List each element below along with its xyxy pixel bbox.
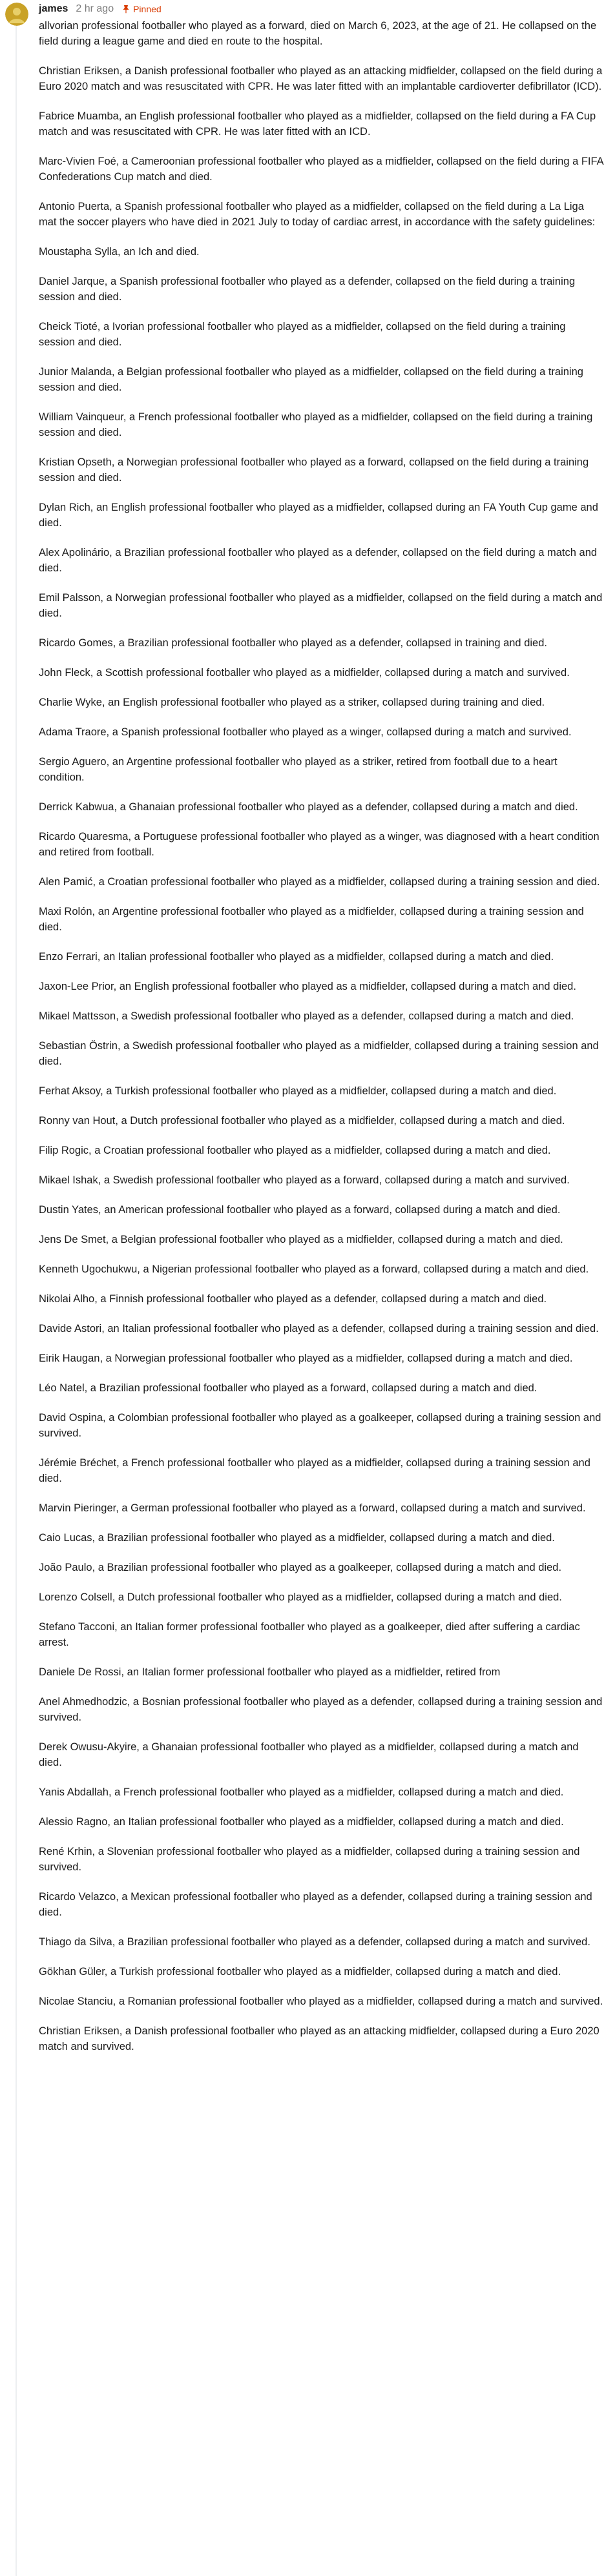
comment-paragraph: Jens De Smet, a Belgian professional footballer who played as a midfielder, collapsed during a match and died. xyxy=(39,1234,563,1245)
comment-paragraph: Maxi Rolón, an Argentine professional footballer who played as a midfielder, collapsed during a training session and died. xyxy=(39,906,584,933)
comment-paragraph: Derek Owusu-Akyire, a Ghanaian professional footballer who played as a midfielder, collapsed during a match and died. xyxy=(39,1741,579,1768)
comment-paragraph: Kristian Opseth, a Norwegian professional footballer who played as a forward, collapsed on the field during a training session and died. xyxy=(39,456,589,484)
comment-paragraph: Sebastian Östrin, a Swedish professional footballer who played as a midfielder, collapsed during a training session and died. xyxy=(39,1040,599,1067)
comment-paragraph: Marc-Vivien Foé, a Cameroonian professional footballer who played as a midfielder, collapsed on the field during a FIFA Confederations Cup match and died. xyxy=(39,156,603,183)
comment-paragraph: Junior Malanda, a Belgian professional footballer who played as a midfielder, collapsed on the field during a training session and died. xyxy=(39,366,583,393)
pinned-badge xyxy=(121,4,162,14)
comment-paragraph: Derrick Kabwua, a Ghanaian professional footballer who played as a defender, collapsed during a match and died. xyxy=(39,801,578,813)
comment-paragraph: Alex Apolinário, a Brazilian professional footballer who played as a defender, collapsed on the field during a match and died. xyxy=(39,547,598,574)
comment-paragraph: Alen Pamić, a Croatian professional footballer who played as a midfielder, collapsed during a training session and died. xyxy=(39,876,600,888)
comment-paragraph: Caio Lucas, a Brazilian professional footballer who played as a midfielder, collapsed during a match and died. xyxy=(39,1532,555,1544)
avatar-icon xyxy=(5,3,28,26)
comment-paragraph: Ronny van Hout, a Dutch professional footballer who played as a midfielder, collapsed during a match and died. xyxy=(39,1115,565,1127)
pin-icon xyxy=(121,5,130,14)
comment-paragraph: Enzo Ferrari, an Italian professional footballer who played as a midfielder, collapsed during a match and died. xyxy=(39,951,554,963)
pinned-label: Pinned xyxy=(133,4,162,14)
comment-paragraph: Cheick Tioté, a Ivorian professional footballer who played as a midfielder, collapsed on the field during a training session and died. xyxy=(39,321,566,348)
comment-paragraph: Nicolae Stanciu, a Romanian professional footballer who played as a midfielder, collapsed during a match and survived. xyxy=(39,1996,603,2007)
comment-paragraph: Jaxon-Lee Prior, an English professional footballer who played as a midfielder, collapsed during a match and died. xyxy=(39,981,576,992)
comment-paragraph: Sergio Aguero, an Argentine professional footballer who played as a striker, retired from football due to a heart condition. xyxy=(39,756,558,783)
comment-paragraph: Alessio Ragno, an Italian professional footballer who played as a midfielder, collapsed during a match and died. xyxy=(39,1816,564,1828)
comment-paragraph: Anel Ahmedhodzic, a Bosnian professional footballer who played as a defender, collapsed during a training session and survived. xyxy=(39,1696,603,1723)
comment-paragraph: Christian Eriksen, a Danish professional footballer who played as an attacking midfielder, collapsed on the field during a Euro 2020 match and was resuscitated with CPR. He was later fitted with an implantable cardioverter defibrillator (ICD). xyxy=(39,65,603,92)
comment-paragraph: Léo Natel, a Brazilian professional footballer who played as a forward, collapsed during a match and died. xyxy=(39,1382,537,1394)
thread-line[interactable] xyxy=(16,23,17,2576)
comment-paragraph: Jérémie Bréchet, a French professional footballer who played as a midfielder, collapsed during a training session and died. xyxy=(39,1457,590,1484)
comment-paragraph: Dustin Yates, an American professional footballer who played as a forward, collapsed during a match and died. xyxy=(39,1204,561,1216)
comment-paragraph: Thiago da Silva, a Brazilian professional footballer who played as a defender, collapsed during a match and survived. xyxy=(39,1936,590,1948)
comment-paragraph: René Krhin, a Slovenian professional footballer who played as a midfielder, collapsed during a training session and survived. xyxy=(39,1846,580,1873)
comment-paragraph: Fabrice Muamba, an English professional footballer who played as a midfielder, collapsed on the field during a FA Cup match and was resuscitated with CPR. He was later fitted with an ICD. xyxy=(39,110,596,138)
author-name[interactable]: james xyxy=(39,3,68,14)
comment-paragraph: Antonio Puerta, a Spanish professional footballer who played as a midfielder, collapsed on the field during a La Liga mat the soccer players who have died in 2021 July to today of cardiac arrest, in accordance with the safety guidelines: xyxy=(39,201,596,228)
comment-paragraph: Adama Traore, a Spanish professional footballer who played as a winger, collapsed during a match and survived. xyxy=(39,726,572,738)
comment-paragraph: Dylan Rich, an English professional footballer who played as a midfielder, collapsed during an FA Youth Cup game and died. xyxy=(39,502,598,529)
comment-paragraph: João Paulo, a Brazilian professional footballer who played as a goalkeeper, collapsed during a match and died. xyxy=(39,1562,562,1573)
comment-paragraph: Filip Rogic, a Croatian professional footballer who played as a midfielder, collapsed during a match and died. xyxy=(39,1145,551,1156)
comment-paragraph: Moustapha Sylla, an Ich and died. xyxy=(39,246,200,258)
comment-paragraph: Ferhat Aksoy, a Turkish professional footballer who played as a midfielder, collapsed during a match and died. xyxy=(39,1085,557,1097)
timestamp: 2 hr ago xyxy=(76,3,114,14)
comment-paragraph: Marvin Pieringer, a German professional footballer who played as a forward, collapsed during a match and survived. xyxy=(39,1502,586,1514)
comment-paragraph: Charlie Wyke, an English professional footballer who played as a striker, collapsed during training and died. xyxy=(39,697,545,708)
comment-meta xyxy=(39,1,162,17)
comment-paragraph: Yanis Abdallah, a French professional footballer who played as a midfielder, collapsed during a match and died. xyxy=(39,1786,564,1798)
comment-paragraph: Ricardo Gomes, a Brazilian professional footballer who played as a defender, collapsed in training and died. xyxy=(39,637,547,649)
comment-paragraph: Ricardo Velazco, a Mexican professional footballer who played as a defender, collapsed during a training session and died. xyxy=(39,1891,592,1918)
comment-paragraph: Nikolai Alho, a Finnish professional footballer who played as a defender, collapsed during a match and died. xyxy=(39,1293,547,1305)
comment-paragraph: Stefano Tacconi, an Italian former professional footballer who played as a goalkeeper, died after suffering a cardiac arrest. xyxy=(39,1621,580,1648)
comment-body xyxy=(39,18,603,2069)
comment-paragraph: Ricardo Quaresma, a Portuguese professional footballer who played as a winger, was diagnosed with a heart condition and retired from football. xyxy=(39,831,599,858)
comment-paragraph: Mikael Mattsson, a Swedish professional footballer who played as a defender, collapsed during a match and died. xyxy=(39,1010,574,1022)
comment-paragraph: Eirik Haugan, a Norwegian professional footballer who played as a midfielder, collapsed during a match and died. xyxy=(39,1353,573,1364)
comment-paragraph: Daniel Jarque, a Spanish professional footballer who played as a defender, collapsed on the field during a training session and died. xyxy=(39,276,576,303)
comment-paragraph: allvorian professional footballer who played as a forward, died on March 6, 2023, at the age of 21. He collapsed on the field during a league game and died en route to the hospital. xyxy=(39,20,597,47)
comment-paragraph: William Vainqueur, a French professional footballer who played as a midfielder, collapsed on the field during a training session and died. xyxy=(39,411,593,438)
comment-paragraph: Christian Eriksen, a Danish professional footballer who played as an attacking midfielder, collapsed during a Euro 2020 match and survived. xyxy=(39,2025,599,2052)
comment-paragraph: Davide Astori, an Italian professional footballer who played as a defender, collapsed during a training session and died. xyxy=(39,1323,599,1334)
comment-paragraph: Emil Palsson, a Norwegian professional footballer who played as a midfielder, collapsed on the field during a match and died. xyxy=(39,592,603,619)
avatar[interactable] xyxy=(5,3,28,26)
comment-paragraph: Gökhan Güler, a Turkish professional footballer who played as a midfielder, collapsed during a match and died. xyxy=(39,1966,561,1978)
comment-paragraph: John Fleck, a Scottish professional footballer who played as a midfielder, collapsed during a match and survived. xyxy=(39,667,570,679)
comment-paragraph: Daniele De Rossi, an Italian former professional footballer who played as a midfielder, retired from xyxy=(39,1666,501,1678)
comment-paragraph: David Ospina, a Colombian professional footballer who played as a goalkeeper, collapsed during a training session and survived. xyxy=(39,1412,601,1439)
comment-paragraph: Kenneth Ugochukwu, a Nigerian professional footballer who played as a forward, collapsed during a match and died. xyxy=(39,1263,589,1275)
comment-paragraph: Lorenzo Colsell, a Dutch professional footballer who played as a midfielder, collapsed during a match and died. xyxy=(39,1591,562,1603)
comment-paragraph: Mikael Ishak, a Swedish professional footballer who played as a forward, collapsed during a match and survived. xyxy=(39,1174,570,1186)
